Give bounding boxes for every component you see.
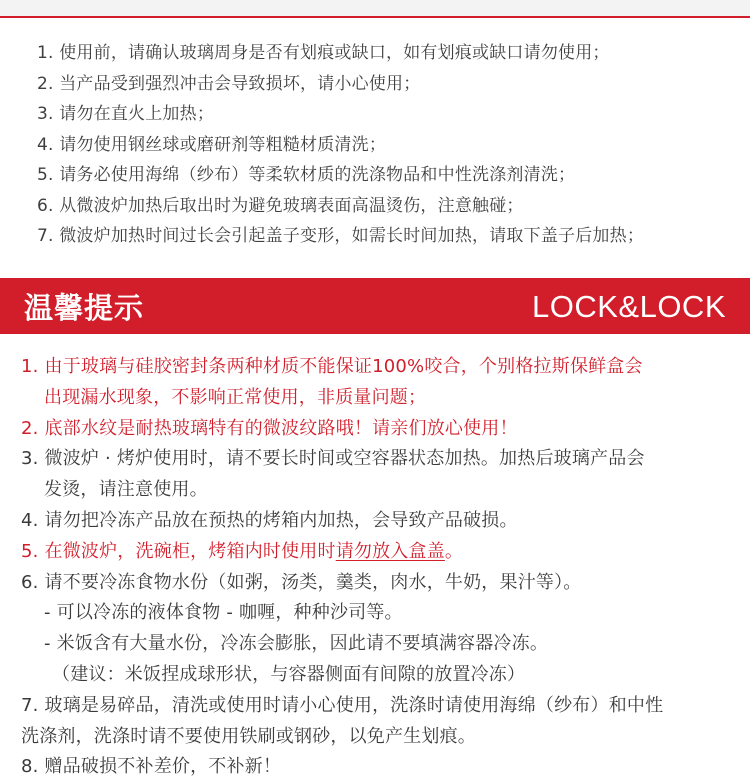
- list-item: 7. 微波炉加热时间过长会引起盖子变形，如需长时间加热，请取下盖子后加热；: [37, 226, 645, 246]
- list-item: 2. 当产品受到强烈冲击会导致损坏，请小心使用；: [37, 73, 421, 94]
- tip-1-line-1: 1. 由于玻璃与硅胶密封条两种材质不能保证100%咬合，个别格拉斯保鲜盒会: [21, 356, 643, 377]
- tip-7-line-2: 洗涤剂，洗涤时请不要使用铁刷或钢砂，以免产生划痕。: [21, 725, 476, 747]
- tip-6-line-1: 6. 请不要冷冻食物水份（如粥，汤类，羹类，肉水，牛奶，果汁等）。: [21, 571, 582, 593]
- tip-7-line-1: 7. 玻璃是易碎品，清洗或使用时请小心使用，洗涤时请使用海绵（纱布）和中性: [21, 694, 664, 716]
- tip-5-prefix: 5. 在微波炉，洗碗柜，烤箱内时使用时: [21, 540, 336, 562]
- top-divider: [0, 0, 750, 18]
- tip-8: 8. 赠品破损不补差价，不补新！: [21, 756, 282, 778]
- tip-4: 4. 请勿把冷冻产品放在预热的烤箱内加热，会导致产品破损。: [21, 509, 518, 531]
- usage-instructions-list: [37, 38, 737, 252]
- tip-6-sub-2: - 米饭含有大量水份，冷冻会膨胀，因此请不要填满容器冷冻。: [44, 633, 549, 655]
- list-item: 1. 使用前，请确认玻璃周身是否有划痕或缺口，如有划痕或缺口请勿使用；: [37, 43, 610, 63]
- tips-banner: [0, 278, 750, 334]
- tip-5-emphasis: 请勿放入盒盖: [335, 540, 445, 562]
- list-item: 6. 从微波炉加热后取出时为避免玻璃表面高温烫伤，注意触碰；: [37, 195, 524, 216]
- banner-title: 温馨提示: [24, 291, 145, 325]
- list-item: 5. 请务必使用海绵（纱布）等柔软材质的洗涤物品和中性洗涤剂清洗；: [37, 165, 576, 185]
- tip-6-sub-1: - 可以冷冻的液体食物 - 咖喱，种种沙司等。: [44, 602, 403, 624]
- tip-3-line-2: 发烫，请注意使用。: [44, 479, 208, 501]
- tip-5: [21, 537, 736, 568]
- tips-list: [21, 352, 736, 783]
- tip-5-suffix: 。: [444, 540, 464, 562]
- tip-1-line-2: 出现漏水现象，不影响正常使用，非质量问题；: [44, 386, 427, 408]
- list-item: 4. 请勿使用钢丝球或磨研剂等粗糙材质清洗；: [37, 134, 387, 155]
- tip-2: 2. 底部水纹是耐热玻璃特有的微波纹路哦！请亲们放心使用！: [21, 417, 518, 439]
- list-item: 3. 请勿在直火上加热；: [37, 104, 215, 124]
- tip-3-line-1: 3. 微波炉 · 烤炉使用时，请不要长时间或空容器状态加热。加热后玻璃产品会: [21, 448, 645, 470]
- brand-logo-text: LOCK&LOCK: [531, 289, 726, 324]
- tip-6-sub-3: （建议：米饭捏成球形状，与容器侧面有间隙的放置冷冻）: [52, 663, 526, 685]
